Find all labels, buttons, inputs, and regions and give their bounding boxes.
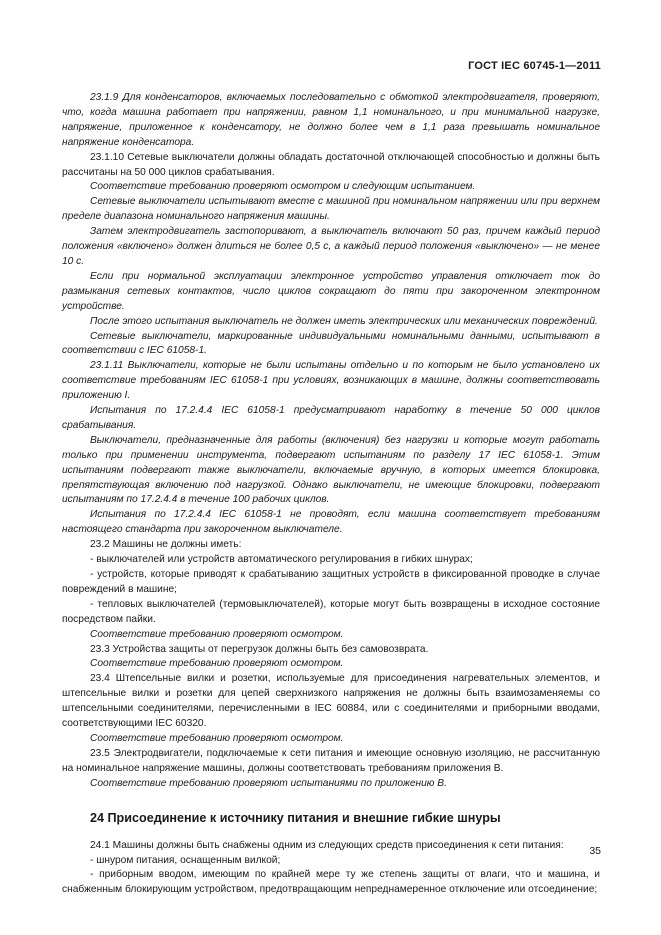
paragraph: Если при нормальной эксплуатации электронное устройство управления отключает ток до размыкания сетевых контактов, число циклов сокращают до пяти при закороченном электронном устройстве. [62, 270, 600, 312]
paragraph: После этого испытания выключатель не должен иметь электрических или механических повреждений. [90, 315, 598, 327]
paragraph: Сетевые выключатели, маркированные индивидуальными номинальными данными, испытывают в соответствии с IEC 61058-1. [62, 330, 600, 357]
paragraph: 24.1 Машины должны быть снабжены одним из следующих средств присоединения к сети питания: [90, 839, 564, 851]
section-title: 24 Присоединение к источнику питания и внешние гибкие шнуры [90, 810, 501, 825]
paragraph: Испытания по 17.2.4.4 IEC 61058-1 не проводят, если машина соответствует требованиям настоящего стандарта при закороченном выключателе. [62, 509, 600, 536]
paragraph: Сетевые выключатели испытывают вместе с машиной при номинальном напряжении или при верхнем пределе диапазона номинального напряжения машины. [62, 196, 600, 223]
paragraph: 23.5 Электродвигатели, подключаемые к сети питания и имеющие основную изоляцию, не рассчитанную на номинальное напряжение машины, должны соответствовать требованиям приложения В. [62, 747, 600, 774]
paragraph: 23.1.9 Для конденсаторов, включаемых последовательно с обмоткой электродвигателя, проверяют, что, когда машина работает при напряжении, равном 1,1 номинального, и при минимальной нагрузке, напряжение, приложенное к конденсатору, не должно более чем в 1,1 раза превышать номинальное напряжение конденсатора. [62, 92, 600, 148]
section-24-text [62, 839, 600, 899]
page-number: 35 [589, 845, 601, 857]
paragraph: 23.1.11 Выключатели, которые не были испытаны отдельно и по которым не было установлено их соответствие требованиям IEC 61058-1 при условиях, возникающих в машине, должны соответствовать приложению I. [62, 360, 600, 402]
paragraph: Соответствие требованию проверяют осмотром. [90, 732, 344, 744]
paragraph: Соответствие требованию проверяют осмотром и следующим испытанием. [90, 181, 476, 193]
paragraph: Соответствие требованию проверяют осмотром. [90, 628, 344, 640]
paragraph: Соответствие требованию проверяют испытаниями по приложению В. [90, 777, 447, 789]
paragraph: Выключатели, предназначенные для работы (включения) без нагрузки и которые могут работать только при применении инструмента, подвергают испытаниям по разделу 17 IEC 61058-1. Этим испытаниям подвергают также выключатели, включаемые вручную, в которых имеется блокировка, препятствующая включению под нагрузкой. Однако выключатели, не имеющие блокировки, подвергают испытаниям по 17.2.4.4 в течение 100 рабочих циклов. [62, 434, 600, 506]
paragraph: 23.2 Машины не должны иметь: [90, 539, 242, 551]
paragraph: - устройств, которые приводят к срабатыванию защитных устройств в фиксированной проводке в случае повреждений в машине; [62, 569, 600, 595]
paragraph: - приборным вводом, имеющим по крайней мере ту же степень защиты от влаги, что и машина, и снабженным блокирующим устройством, предотвращающим непреднамеренное отключение или отсоединение; [62, 869, 600, 896]
paragraph: - выключателей или устройств автоматического регулирования в гибких шнурах; [90, 554, 473, 566]
paragraph: Соответствие требованию проверяют осмотром. [90, 658, 344, 670]
paragraph: - тепловых выключателей (термовыключателей), которые могут быть возвращены в исходное состояние посредством пайки. [62, 598, 600, 625]
paragraph: Испытания по 17.2.4.4 IEC 61058-1 предусматривают наработку в течение 50 000 циклов срабатывания. [62, 405, 600, 431]
paragraph: Затем электродвигатель застопоривают, а выключатель включают 50 раз, причем каждый период положения «включено» должен длиться не более 0,5 с, а каждый период положения «выключено» — не менее 10 с. [62, 226, 600, 267]
document-body [62, 91, 600, 898]
paragraph: 23.3 Устройства защиты от перегрузок должны быть без самовозврата. [90, 643, 429, 655]
section-23-text [62, 91, 600, 792]
paragraph: - шнуром питания, оснащенным вилкой; [90, 854, 281, 866]
paragraph: 23.4 Штепсельные вилки и розетки, используемые для присоединения нагревательных элементов, и штепсельные вилки и розетки для цепей сверхнизкого напряжения не должны быть взаимозаменяемы со штепсельными соединителями, перечисленными в IEC 60884, или с соединителями и приборными вводами, соответствующими IEC 60320. [62, 673, 600, 730]
standard-header: ГОСТ IEC 60745-1—2011 [468, 60, 601, 72]
paragraph: 23.1.10 Сетевые выключатели должны обладать достаточной отключающей способностью и должны быть рассчитаны на 50 000 циклов срабатывания. [62, 151, 600, 178]
